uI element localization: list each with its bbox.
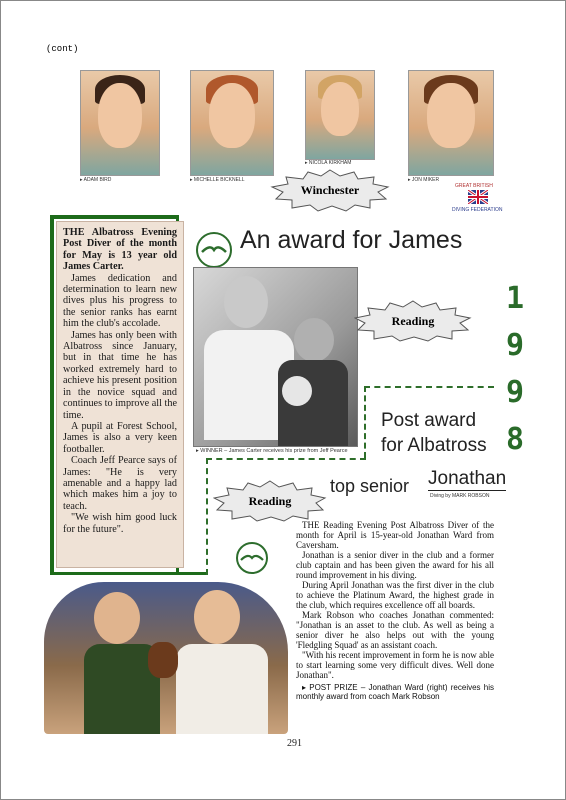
swimmer-caption: ▸ JON MIKER [408,177,440,183]
federation-logo-bottom: DIVING FEDERATION [452,207,503,213]
frame-bottom-bar [50,572,206,575]
article-jonathan-subhead-right: Jonathan [428,468,507,489]
swimmer-caption: ▸ MICHELLE BICKNELL [190,177,245,183]
club-logo [196,232,232,268]
club-logo [236,542,268,574]
article-paragraph: During April Jonathan was the first diver in the club to achieve the Platinum Award, the highest grade in the club, which requires excellence off all boards. [296,580,494,610]
frame-top-bar [50,215,178,219]
union-flag-icon [468,190,488,204]
frame-dash-left [206,458,208,575]
article-jonathan-headline-2: for Albatross [381,435,487,456]
swimmer-photo [80,70,160,176]
article-lead: THE Albatross Evening Post Diver of the month for May is 13 year old James Carter. [63,227,177,273]
frame-dash-top [364,386,494,388]
year-digit: 8 [505,422,525,457]
article-james-text [56,221,184,568]
article-james-headline: An award for James [240,226,463,254]
albatross-icon [238,544,266,572]
swimmer-photo [408,70,494,176]
swimmer-photo [190,70,274,176]
article-paragraph: Jonathan is a senior diver in the club and a former club captain and has been given the award for his all round improvement in his diving. [296,550,494,580]
james-photo-caption: ▸ WINNER – James Carter receives his prize from Jeff Pearce [196,448,348,454]
article-jonathan-headline-1: Post award [381,410,477,431]
article-paragraph: "We wish him good luck for the future". [63,512,177,535]
swimmer-photo [305,70,375,160]
frame-left-bar [50,215,54,573]
reading-label: Reading [391,314,435,328]
james-award-photo [193,267,358,447]
article-paragraph: James has only been with Albatross since January, but in that time he has worked extremely hard to achieve his present position in the novice squad and continues to improve all the time. [63,329,177,421]
swimmer-caption: ▸ ADAM BIRD [80,177,112,183]
page-number: 291 [287,738,302,749]
year-digit: 9 [505,328,525,363]
article-paragraph: A pupil at Forest School, James is also a very keen footballer. [63,420,177,455]
article-jonathan-subhead-left: top senior [330,476,410,496]
reading-label: Reading [248,494,292,508]
article-paragraph: "With his recent improvement in form he is now able to start learning some very difficult dives. Well done Jonathan". [296,650,494,680]
frame-dash-vert [364,386,366,458]
winchester-label: Winchester [300,183,360,197]
swimmer-caption: ▸ NICOLA KIRKHAM [305,160,352,166]
article-jonathan-text [296,520,494,701]
year-digit: 1 [505,281,525,316]
article-paragraph: James dedication and determination to learn new dives plus his progress to the senior ranks has earnt him the club's accolade. [63,272,177,330]
article-jonathan-byline: Diving by MARK ROBSON [430,493,490,499]
article-paragraph: THE Reading Evening Post Albatross Diver of the month for April is 15-year-old Jonathan Ward from Caversham. [296,520,494,550]
article-paragraph: Coach Jeff Pearce says of James: "He is very amenable and a happy lad which makes him a joy to teach. [63,455,177,512]
frame-dash-mid [206,458,366,460]
year-digit: 9 [505,375,525,410]
article-paragraph: Mark Robson who coaches Jonathan commented: "Jonathan is an asset to the club. As well as being a senior diver he also helps out with the young 'Fledgling Squad' as an assistant coach. [296,610,494,650]
continued-label: (cont) [46,44,79,54]
article-caption: ▸ POST PRIZE – Jonathan Ward (right) receives his monthly award from coach Mark Robson [296,683,494,701]
federation-logo-top: GREAT BRITISH [455,183,493,189]
jonathan-award-photo [44,582,288,734]
albatross-icon [198,234,230,266]
